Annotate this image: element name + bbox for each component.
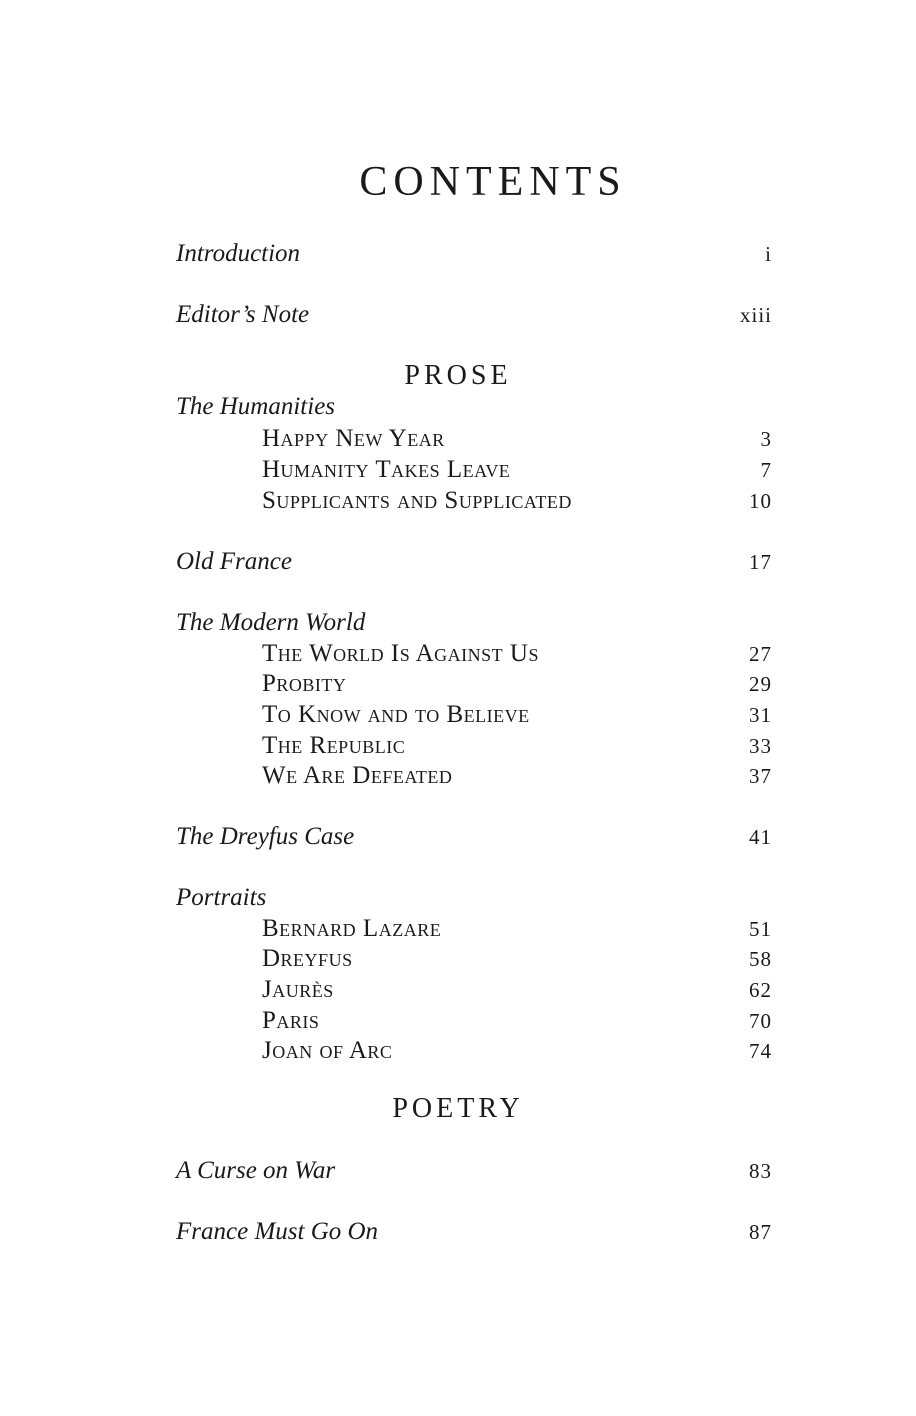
toc-group-the-humanities — [176, 393, 772, 425]
section-heading-poetry: POETRY — [392, 1093, 524, 1124]
toc-subentry — [176, 670, 772, 702]
section-heading-prose: PROSE — [404, 360, 512, 391]
entry-label: Editor’s Note — [176, 301, 310, 328]
entry-label: France Must Go On — [176, 1218, 379, 1245]
entry-label: The Republic — [262, 732, 406, 759]
entry-label: Humanity Takes Leave — [262, 456, 511, 483]
entry-page: 31 — [749, 703, 772, 727]
entry-page: 10 — [749, 489, 772, 513]
toc-subentry — [176, 945, 772, 977]
entry-label: Introduction — [176, 240, 301, 267]
toc-subentry — [176, 456, 772, 488]
entry-page: 3 — [760, 427, 772, 451]
entry-page: 33 — [749, 734, 772, 758]
entry-page: 87 — [749, 1220, 772, 1244]
toc-subentry — [176, 1037, 772, 1069]
group-label: Portraits — [176, 884, 267, 911]
entry-page: 7 — [760, 458, 772, 482]
entry-label: Happy New Year — [262, 425, 445, 452]
entry-page: xiii — [739, 303, 772, 327]
entry-label: We Are Defeated — [262, 762, 453, 789]
toc-entry-old-france — [176, 548, 772, 580]
entry-label: Paris — [262, 1007, 320, 1034]
entry-label: Old France — [176, 548, 292, 575]
entry-label: Supplicants and Supplicated — [262, 487, 572, 514]
entry-page: 74 — [749, 1039, 772, 1063]
toc-group-portraits — [176, 884, 772, 916]
toc-subentry — [176, 487, 772, 519]
toc-entry-france-must-go-on — [176, 1218, 772, 1250]
entry-label: A Curse on War — [176, 1157, 336, 1184]
entry-label: The Dreyfus Case — [176, 823, 355, 850]
toc-subentry — [176, 1007, 772, 1039]
entry-page: 29 — [749, 672, 772, 696]
toc-entry-editors-note — [176, 301, 772, 333]
entry-page: i — [765, 242, 772, 266]
toc-subentry — [176, 976, 772, 1008]
group-label: The Humanities — [176, 393, 336, 420]
toc-entry-introduction — [176, 240, 772, 272]
toc-subentry — [176, 915, 772, 947]
toc-subentry — [176, 762, 772, 794]
group-label: The Modern World — [176, 609, 366, 636]
entry-page: 70 — [749, 1009, 772, 1033]
entry-page: 83 — [749, 1159, 772, 1183]
entry-label: Bernard Lazare — [262, 915, 442, 942]
entry-label: Probity — [262, 670, 347, 697]
toc-subentry — [176, 701, 772, 733]
entry-page: 58 — [749, 947, 772, 971]
entry-label: To Know and to Believe — [262, 701, 530, 728]
entry-page: 17 — [749, 550, 772, 574]
entry-label: The World Is Against Us — [262, 640, 539, 667]
toc-subentry — [176, 425, 772, 457]
entry-page: 37 — [749, 764, 772, 788]
entry-page: 41 — [749, 825, 772, 849]
toc-entry-a-curse-on-war — [176, 1157, 772, 1189]
entry-page: 51 — [749, 917, 772, 941]
entry-label: Jaurès — [262, 976, 334, 1003]
toc-subentry — [176, 640, 772, 672]
toc-entry-the-dreyfus-case — [176, 823, 772, 855]
toc-group-the-modern-world — [176, 609, 772, 641]
toc-subentry — [176, 732, 772, 764]
contents-title: CONTENTS — [359, 159, 627, 205]
entry-label: Dreyfus — [262, 945, 353, 972]
entry-label: Joan of Arc — [262, 1037, 393, 1064]
entry-page: 27 — [749, 642, 772, 666]
entry-page: 62 — [749, 978, 772, 1002]
